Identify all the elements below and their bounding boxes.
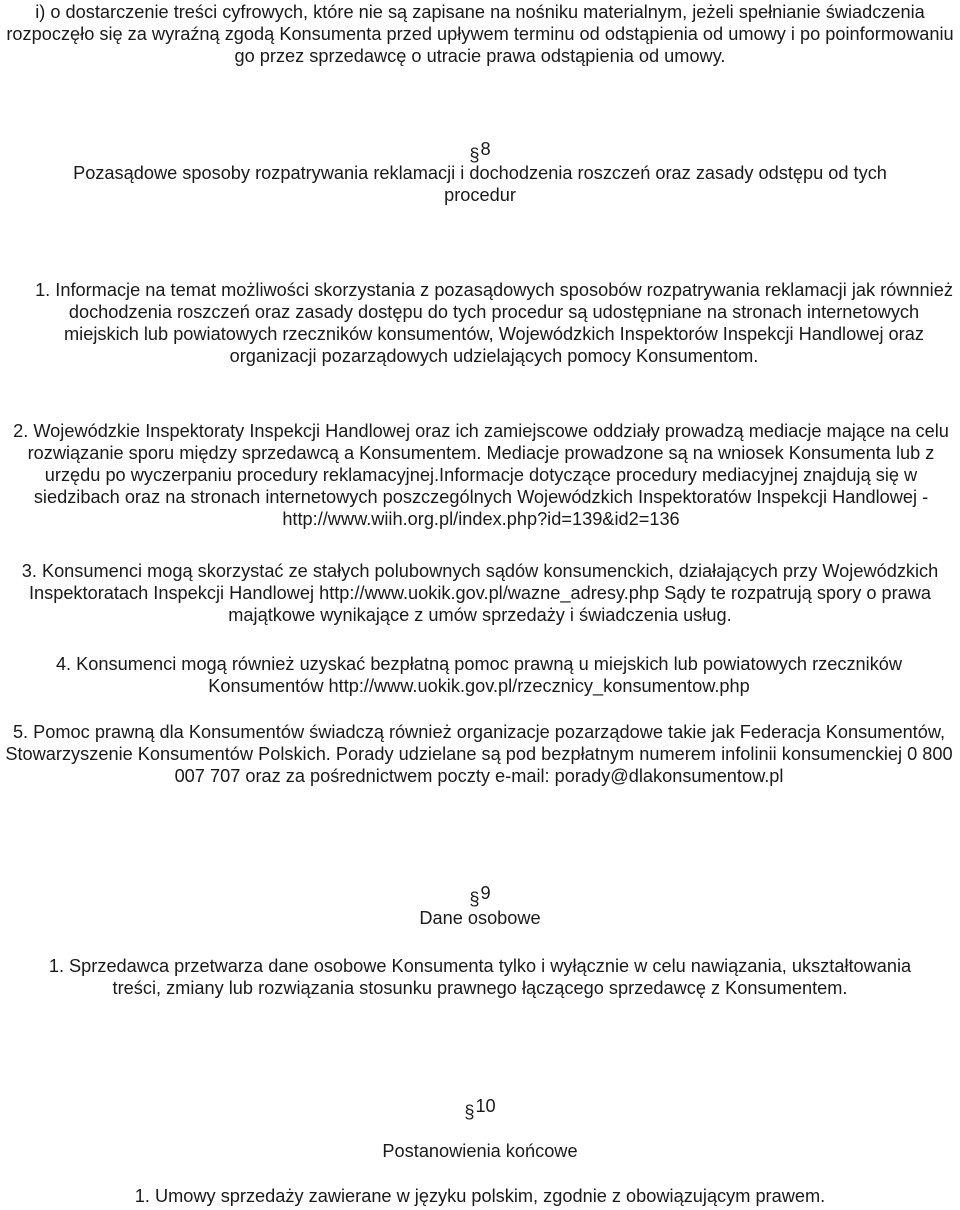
section-9-heading <box>0 882 960 909</box>
section-8-paragraph-5: 5. Pomoc prawną dla Konsumentów świadczą również organizacje pozarządowe takie jak Federacja Konsumentów, Stowarzyszenie Konsumentów Polskich. Porady udzielane są pod bezpłatnym numerem infolinii konsumenckiej 0 800 007 707 oraz za pośrednictwem poczty e-mail: porady@dlakonsumentow.pl <box>5 722 953 786</box>
section-9-title: Dane osobowe <box>419 908 541 928</box>
section-symbol: § <box>469 889 480 909</box>
section-8-number: §8 <box>469 139 491 165</box>
section-8-paragraph-2: 2. Wojewódzkie Inspektoraty Inspekcji Handlowej oraz ich zamiejscowe oddziały prowadzą mediacje mające na celu rozwiązanie sporu między sprzedawcą a Konsumentem. Mediacje prowadzone są na wniosek Konsumenta lub z urzędu po wyczerpaniu procedury reklamacyjnej.Informacje dotyczące procedury mediacyjnej znajdują się w siedzibach oraz na stronach internetowych poszczególnych Wojewódzkich Inspektoratów Inspekcji Handlowej - http://www.wiih.org.pl/index.php?id=139&id2=136 <box>13 421 949 529</box>
section-8-heading <box>0 138 960 165</box>
section-10-title: Postanowienia końcowe <box>382 1141 578 1161</box>
section-symbol: § <box>469 145 480 165</box>
section-9-paragraph-1: 1. Sprzedawca przetwarza dane osobowe Konsumenta tylko i wyłącznie w celu nawiązania, ukształtowania treści, zmiany lub rozwiązania stosunku prawnego łączącego sprzedawcę z Konsumentem. <box>48 956 912 998</box>
section-10-paragraph-1: 1. Umowy sprzedaży zawierane w języku polskim, zgodnie z obowiązującym prawem. <box>134 1186 826 1206</box>
section-10-heading <box>0 1095 960 1122</box>
section-8-paragraph-3: 3. Konsumenci mogą skorzystać ze stałych polubownych sądów konsumenckich, działających przy Wojewódzkich Inspektoratach Inspekcji Handlowej http://www.uokik.gov.pl/wazne_adresy.php Sądy te rozpatrują spory o prawa majątkowe wynikające z umów sprzedaży i świadczenia usług. <box>21 561 939 625</box>
section-8-title-line-1: Pozasądowe sposoby rozpatrywania reklamacji i dochodzenia roszczeń oraz zasady odstępu od tych <box>73 163 887 183</box>
section-8-title <box>0 162 960 206</box>
section-symbol: § <box>464 1102 475 1122</box>
section-9-number: §9 <box>469 883 491 909</box>
intro-item-text: i) o dostarczenie treści cyfrowych, które nie są zapisane na nośniku materialnym, jeżeli spełnianie świadczenia rozpoczęło się za wyraźną zgodą Konsumenta przed upływem terminu od odstąpienia od umowy i po poinformowaniu go przez sprzedawcę o utracie prawa odstąpienia od umowy. <box>6 2 954 66</box>
section-10-number: §10 <box>464 1096 496 1122</box>
section-8-paragraph-4: 4. Konsumenci mogą również uzyskać bezpłatną pomoc prawną u miejskich lub powiatowych rzeczników Konsumentów http://www.uokik.gov.pl/rzecznicy_konsumentow.php <box>55 654 903 696</box>
intro-item <box>0 1 960 67</box>
section-8-paragraph-1: 1. Informacje na temat możliwości skorzystania z pozasądowych sposobów rozpatrywania reklamacji jak równnież dochodzenia roszczeń oraz zasady dostępu do tych procedur są udostępniane na stronach internetowych miejskich lub powiatowych rzeczników konsumentów, Wojewódzkich Inspektorów Inspekcji Handlowej oraz organizacji pozarządowych udzielających pomocy Konsumentom. <box>35 280 953 366</box>
section-8-title-line-2: procedur <box>444 185 516 205</box>
